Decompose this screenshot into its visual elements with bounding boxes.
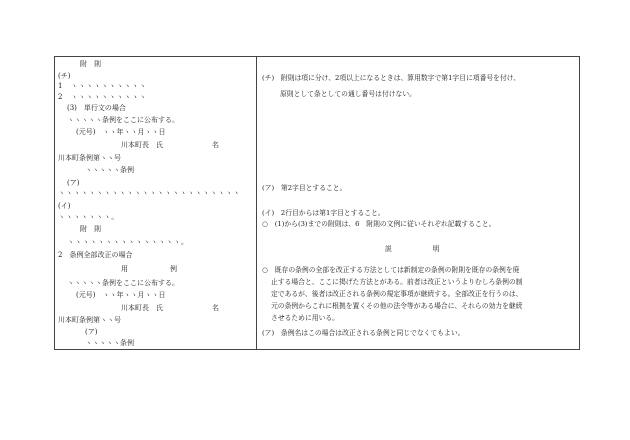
label-chi: (チ) <box>58 72 71 80</box>
frame-top-border <box>54 56 580 57</box>
ordinance-number-2: 川本町条例第ヽヽ号 <box>58 316 121 324</box>
case-3-heading: (3) 単行文の場合 <box>67 104 126 112</box>
ordinance-title-1: ヽヽヽヽヽ条例 <box>85 166 134 174</box>
ordinance-number-1: 川本町条例第ヽヽ号 <box>58 154 121 162</box>
explanation-line-2: 止する場合と、ここに掲げた方法とがある。前者は改正というよりむしろ条例の制 <box>271 278 523 286</box>
column-divider <box>256 56 257 350</box>
date-line-2: (元号) ヽヽ年ヽヽ月ヽヽ日 <box>76 291 166 299</box>
wave-line-2: ヽヽヽヽヽヽヽ。 <box>58 213 119 221</box>
wave-line-3: ヽヽヽヽヽヽヽヽヽヽヽヽヽヽヽ。 <box>67 238 189 246</box>
explanation-heading: 説 明 <box>385 245 440 253</box>
label-a-2: (ア) <box>85 328 98 336</box>
note-chi-line-2: 原則として条としての通し番号は付けない。 <box>280 90 416 98</box>
promulgation-text-1: ヽヽヽヽヽ条例をここに公布する。 <box>67 116 179 124</box>
mayor-signature-1: 川本町長 氏 名 <box>121 141 219 149</box>
promulgation-text-2: ヽヽヽヽヽ条例をここに公布する。 <box>67 279 179 287</box>
explanation-line-4: 元の条例からこれに根拠を置くその他の法令等がある場合に、それらの効力を継続 <box>271 302 523 310</box>
explanation-line-5: させるために用いる。 <box>271 314 339 322</box>
item-1: 1 ヽヽヽヽヽヽヽヽヽヽ <box>58 82 147 90</box>
date-line-1: (元号) ヽヽ年ヽヽ月ヽヽ日 <box>76 128 166 136</box>
ordinance-title-2: ヽヽヽヽヽ条例 <box>85 339 134 347</box>
fusoku-heading-2: 附 則 <box>80 225 101 233</box>
mayor-signature-2: 川本町長 氏 名 <box>121 304 219 312</box>
example-heading: 用 例 <box>121 265 177 273</box>
note-circle-1: ○ (1)から(3)までの附則は、6 附則の文例に従いそれぞれ記載すること。 <box>262 220 496 228</box>
note-a-1: (ア) 第2字目とすること。 <box>262 184 347 192</box>
fusoku-heading: 附 則 <box>80 60 101 68</box>
case-2-heading: 2 条例全部改正の場合 <box>58 251 133 259</box>
wave-line-1: ヽヽヽヽヽヽヽヽヽヽヽヽヽヽヽヽヽヽヽヽヽヽヽヽ <box>58 189 241 197</box>
explanation-line-3: 定であるが、後者は改正される条例の規定事項が継続する。全部改正を行うのは、 <box>271 290 523 298</box>
note-chi-line-1: (チ) 附則は項に分け、2項以上になるときは、算用数字で第1字目に項番号を付け、 <box>262 74 521 82</box>
label-a-1: (ア) <box>67 179 80 187</box>
note-i-1: (イ) 2行目からは第1字目とすること。 <box>262 209 385 217</box>
note-a-2: (ア) 条例名はこの場合は改正される条例と同じでなくてもよい。 <box>262 329 465 337</box>
frame-bottom-border <box>54 349 580 350</box>
label-i: (イ) <box>58 202 71 210</box>
item-2: 2 ヽヽヽヽヽヽヽヽヽヽ <box>58 93 147 101</box>
explanation-line-1: ○ 既存の条例の全部を改正する方法としては新制定の条例の附則を既存の条例を廃 <box>262 266 520 274</box>
frame-left-border <box>54 56 55 350</box>
frame-right-border <box>579 56 580 350</box>
